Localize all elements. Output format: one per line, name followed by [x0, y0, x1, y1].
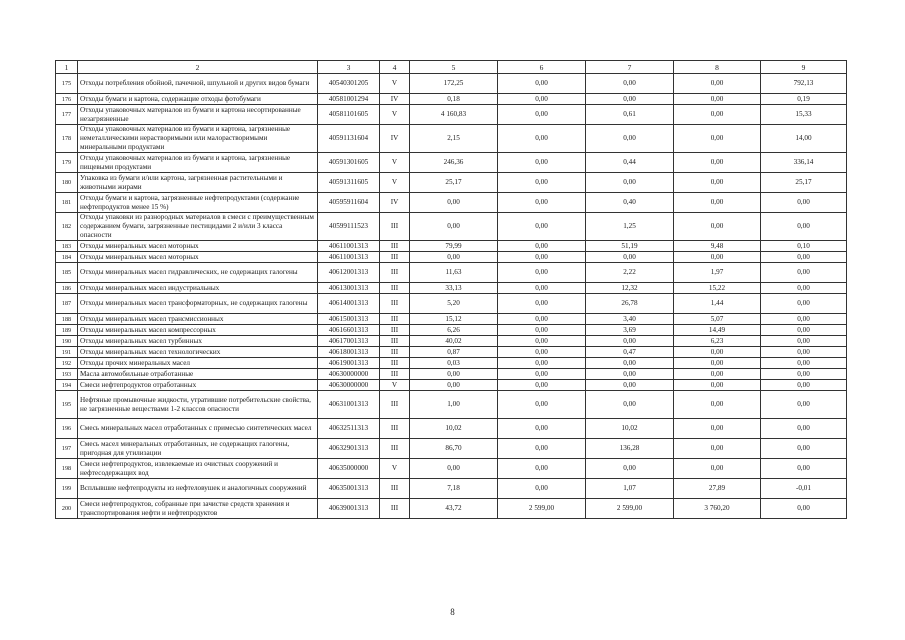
row-number: 185: [56, 263, 78, 283]
value-col-7: 0,00: [586, 125, 674, 153]
value-col-7: 0,00: [586, 369, 674, 380]
fkko-code: 40595911604: [318, 193, 380, 213]
table-row: [56, 419, 847, 439]
value-col-5: 0,18: [410, 94, 498, 105]
value-col-6: 0,00: [498, 369, 586, 380]
value-col-5: 15,12: [410, 314, 498, 325]
table-row: [56, 125, 847, 153]
fkko-code: 40617001313: [318, 336, 380, 347]
row-number: 181: [56, 193, 78, 213]
table-row: [56, 369, 847, 380]
row-number: 182: [56, 213, 78, 241]
value-col-9: 25,17: [761, 173, 847, 193]
waste-name: Отходы минеральных масел трансмиссионных: [78, 314, 318, 325]
value-col-6: 0,00: [498, 213, 586, 241]
row-number: 184: [56, 252, 78, 263]
value-col-9: 0,00: [761, 325, 847, 336]
table-row: [56, 358, 847, 369]
value-col-5: 33,13: [410, 283, 498, 294]
hazard-class: III: [380, 314, 410, 325]
value-col-6: 0,00: [498, 419, 586, 439]
fkko-code: 40581001294: [318, 94, 380, 105]
row-number: 192: [56, 358, 78, 369]
table-row: [56, 459, 847, 479]
value-col-9: 0,00: [761, 369, 847, 380]
value-col-8: 0,00: [674, 459, 761, 479]
fkko-code: 40631001313: [318, 391, 380, 419]
value-col-7: 136,28: [586, 439, 674, 459]
value-col-6: 0,00: [498, 173, 586, 193]
value-col-8: 0,00: [674, 380, 761, 391]
table-row: [56, 325, 847, 336]
row-number: 177: [56, 105, 78, 125]
table-row: [56, 153, 847, 173]
value-col-5: 0,00: [410, 380, 498, 391]
waste-name: Отходы упаковки из разнородных материалов в смеси с преимущественным содержанием бумаги, загрязненные пестицидами 2 и/или 3 класса опасности: [78, 213, 318, 241]
value-col-8: 1,44: [674, 294, 761, 314]
value-col-9: 0,00: [761, 294, 847, 314]
value-col-8: 5,07: [674, 314, 761, 325]
fkko-code: 40630000000: [318, 369, 380, 380]
value-col-5: 0,00: [410, 369, 498, 380]
waste-name: Смесь масел минеральных отработанных, не содержащих галогены, пригодная для утилизации: [78, 439, 318, 459]
value-col-9: 0,10: [761, 241, 847, 252]
hazard-class: III: [380, 419, 410, 439]
value-col-8: 0,00: [674, 358, 761, 369]
value-col-9: 336,14: [761, 153, 847, 173]
value-col-7: 0,00: [586, 459, 674, 479]
hazard-class: III: [380, 391, 410, 419]
value-col-9: 0,00: [761, 314, 847, 325]
value-col-5: 0,00: [410, 252, 498, 263]
fkko-code: 40613001313: [318, 283, 380, 294]
fkko-code: 40632901313: [318, 439, 380, 459]
table-row: [56, 499, 847, 519]
column-header: 4: [380, 61, 410, 74]
value-col-5: 6,26: [410, 325, 498, 336]
value-col-6: 0,00: [498, 252, 586, 263]
fkko-code: 40630000000: [318, 380, 380, 391]
column-header: 6: [498, 61, 586, 74]
waste-name: Отходы минеральных масел компрессорных: [78, 325, 318, 336]
value-col-5: 0,00: [410, 459, 498, 479]
value-col-7: 0,00: [586, 94, 674, 105]
table-row: [56, 380, 847, 391]
waste-name: Отходы потребления обойной, пачечной, шпульной и других видов бумаги: [78, 74, 318, 94]
hazard-class: III: [380, 325, 410, 336]
table-row: [56, 193, 847, 213]
fkko-code: 40540301205: [318, 74, 380, 94]
value-col-9: 0,00: [761, 347, 847, 358]
fkko-code: 40581101605: [318, 105, 380, 125]
table-row: [56, 439, 847, 459]
waste-name: Отходы минеральных масел турбинных: [78, 336, 318, 347]
value-col-8: 1,97: [674, 263, 761, 283]
hazard-class: V: [380, 380, 410, 391]
column-header: 8: [674, 61, 761, 74]
value-col-9: 0,00: [761, 213, 847, 241]
value-col-8: 0,00: [674, 153, 761, 173]
value-col-7: 3,40: [586, 314, 674, 325]
page-number: 8: [450, 607, 455, 617]
value-col-5: 86,70: [410, 439, 498, 459]
waste-name: Отходы минеральных масел технологических: [78, 347, 318, 358]
table-row: [56, 241, 847, 252]
value-col-7: 10,02: [586, 419, 674, 439]
value-col-5: 11,63: [410, 263, 498, 283]
fkko-code: 40614001313: [318, 294, 380, 314]
waste-name: Отходы бумаги и картона, содержащие отходы фотобумаги: [78, 94, 318, 105]
value-col-7: 2,22: [586, 263, 674, 283]
hazard-class: III: [380, 347, 410, 358]
hazard-class: V: [380, 74, 410, 94]
value-col-5: 1,00: [410, 391, 498, 419]
row-number: 180: [56, 173, 78, 193]
value-col-9: 0,00: [761, 336, 847, 347]
waste-name: Отходы бумаги и картона, загрязненные нефтепродуктами (содержание нефтепродуктов менее 15 %): [78, 193, 318, 213]
value-col-6: 0,00: [498, 358, 586, 369]
waste-name: Отходы минеральных масел индустриальных: [78, 283, 318, 294]
fkko-code: 40639001313: [318, 499, 380, 519]
value-col-7: 0,00: [586, 252, 674, 263]
value-col-8: 0,00: [674, 105, 761, 125]
hazard-class: III: [380, 369, 410, 380]
row-number: 200: [56, 499, 78, 519]
value-col-8: 0,00: [674, 173, 761, 193]
row-number: 199: [56, 479, 78, 499]
row-number: 197: [56, 439, 78, 459]
value-col-9: 0,00: [761, 419, 847, 439]
table-row: [56, 336, 847, 347]
value-col-6: 0,00: [498, 380, 586, 391]
value-col-5: 2,15: [410, 125, 498, 153]
value-col-5: 79,99: [410, 241, 498, 252]
table-row: [56, 391, 847, 419]
hazard-class: IV: [380, 94, 410, 105]
value-col-6: 0,00: [498, 325, 586, 336]
fkko-code: 40635000000: [318, 459, 380, 479]
table-row: [56, 479, 847, 499]
row-number: 195: [56, 391, 78, 419]
row-number: 178: [56, 125, 78, 153]
hazard-class: III: [380, 252, 410, 263]
table-header-row: [56, 61, 847, 74]
value-col-5: 0,03: [410, 358, 498, 369]
column-header: 3: [318, 61, 380, 74]
fkko-code: 40616601313: [318, 325, 380, 336]
value-col-6: 0,00: [498, 439, 586, 459]
fkko-code: 40632511313: [318, 419, 380, 439]
fkko-code: 40618001313: [318, 347, 380, 358]
value-col-9: 0,00: [761, 391, 847, 419]
table-row: [56, 213, 847, 241]
value-col-9: 0,00: [761, 439, 847, 459]
value-col-8: 6,23: [674, 336, 761, 347]
value-col-5: 0,87: [410, 347, 498, 358]
value-col-7: 3,69: [586, 325, 674, 336]
waste-name: Отходы упаковочных материалов из бумаги и картона, загрязненные пищевыми продуктами: [78, 153, 318, 173]
hazard-class: III: [380, 358, 410, 369]
value-col-7: 0,00: [586, 358, 674, 369]
value-col-5: 246,36: [410, 153, 498, 173]
value-col-8: 9,48: [674, 241, 761, 252]
value-col-7: 0,40: [586, 193, 674, 213]
value-col-8: 0,00: [674, 213, 761, 241]
value-col-5: 4 160,83: [410, 105, 498, 125]
row-number: 190: [56, 336, 78, 347]
fkko-code: 40611001313: [318, 252, 380, 263]
fkko-code: 40611001313: [318, 241, 380, 252]
column-header: 1: [56, 61, 78, 74]
fkko-code: 40635001313: [318, 479, 380, 499]
value-col-9: 0,00: [761, 263, 847, 283]
value-col-6: 0,00: [498, 459, 586, 479]
waste-name: Отходы минеральных масел гидравлических, не содержащих галогены: [78, 263, 318, 283]
row-number: 175: [56, 74, 78, 94]
hazard-class: III: [380, 499, 410, 519]
column-header: 5: [410, 61, 498, 74]
waste-name: Отходы упаковочных материалов из бумаги и картона, загрязненные неметаллическими нерастворимыми или малорастворимыми минеральными продуктами: [78, 125, 318, 153]
waste-name: Масла автомобильные отработанные: [78, 369, 318, 380]
value-col-7: 0,00: [586, 380, 674, 391]
value-col-5: 10,02: [410, 419, 498, 439]
waste-name: Смесь минеральных масел отработанных с примесью синтетических масел: [78, 419, 318, 439]
value-col-9: 14,00: [761, 125, 847, 153]
row-number: 187: [56, 294, 78, 314]
value-col-8: 0,00: [674, 419, 761, 439]
row-number: 186: [56, 283, 78, 294]
hazard-class: V: [380, 153, 410, 173]
fkko-code: 40591131604: [318, 125, 380, 153]
column-header: 9: [761, 61, 847, 74]
table-row: [56, 94, 847, 105]
row-number: 196: [56, 419, 78, 439]
waste-name: Смеси нефтепродуктов, извлекаемые из очистных сооружений и нефтесодержащих вод: [78, 459, 318, 479]
value-col-6: 0,00: [498, 241, 586, 252]
table-row: [56, 347, 847, 358]
value-col-8: 0,00: [674, 347, 761, 358]
value-col-9: 792,13: [761, 74, 847, 94]
hazard-class: V: [380, 105, 410, 125]
table-row: [56, 74, 847, 94]
value-col-9: 0,00: [761, 459, 847, 479]
waste-name: Отходы прочих минеральных масел: [78, 358, 318, 369]
value-col-5: 5,20: [410, 294, 498, 314]
value-col-8: 14,49: [674, 325, 761, 336]
row-number: 183: [56, 241, 78, 252]
waste-name: Нефтяные промывочные жидкости, утратившие потребительские свойства, не загрязненные веществами 1-2 классов опасности: [78, 391, 318, 419]
value-col-5: 25,17: [410, 173, 498, 193]
waste-name: Смеси нефтепродуктов отработанных: [78, 380, 318, 391]
column-header: 2: [78, 61, 318, 74]
waste-name: Отходы минеральных масел моторных: [78, 241, 318, 252]
value-col-7: 0,00: [586, 391, 674, 419]
table-row: [56, 252, 847, 263]
table-row: [56, 314, 847, 325]
value-col-6: 0,00: [498, 94, 586, 105]
value-col-7: 51,19: [586, 241, 674, 252]
value-col-7: 0,00: [586, 74, 674, 94]
value-col-6: 0,00: [498, 153, 586, 173]
value-col-9: 15,33: [761, 105, 847, 125]
value-col-8: 0,00: [674, 369, 761, 380]
value-col-6: 0,00: [498, 105, 586, 125]
value-col-5: 0,00: [410, 193, 498, 213]
value-col-9: -0,01: [761, 479, 847, 499]
value-col-5: 43,72: [410, 499, 498, 519]
value-col-5: 0,00: [410, 213, 498, 241]
value-col-9: 0,00: [761, 193, 847, 213]
value-col-6: 0,00: [498, 263, 586, 283]
value-col-6: 0,00: [498, 74, 586, 94]
value-col-9: 0,19: [761, 94, 847, 105]
row-number: 193: [56, 369, 78, 380]
waste-table: [55, 60, 847, 519]
table-row: [56, 263, 847, 283]
value-col-8: 0,00: [674, 125, 761, 153]
waste-name: Отходы минеральных масел моторных: [78, 252, 318, 263]
hazard-class: IV: [380, 193, 410, 213]
fkko-code: 40619001313: [318, 358, 380, 369]
hazard-class: III: [380, 283, 410, 294]
value-col-6: 0,00: [498, 479, 586, 499]
value-col-6: 2 599,00: [498, 499, 586, 519]
row-number: 189: [56, 325, 78, 336]
row-number: 191: [56, 347, 78, 358]
value-col-8: 0,00: [674, 74, 761, 94]
row-number: 194: [56, 380, 78, 391]
row-number: 188: [56, 314, 78, 325]
value-col-9: 0,00: [761, 283, 847, 294]
table-row: [56, 294, 847, 314]
value-col-6: 0,00: [498, 125, 586, 153]
value-col-7: 0,00: [586, 173, 674, 193]
value-col-6: 0,00: [498, 336, 586, 347]
fkko-code: 40615001313: [318, 314, 380, 325]
waste-name: Смеси нефтепродуктов, собранные при зачистке средств хранения и транспортирования нефти и нефтепродуктов: [78, 499, 318, 519]
fkko-code: 40591301605: [318, 153, 380, 173]
value-col-7: 0,44: [586, 153, 674, 173]
column-header: 7: [586, 61, 674, 74]
value-col-7: 0,61: [586, 105, 674, 125]
value-col-8: 0,00: [674, 391, 761, 419]
table-row: [56, 105, 847, 125]
hazard-class: III: [380, 241, 410, 252]
value-col-6: 0,00: [498, 283, 586, 294]
value-col-7: 2 599,00: [586, 499, 674, 519]
value-col-6: 0,00: [498, 314, 586, 325]
value-col-5: 40,02: [410, 336, 498, 347]
hazard-class: V: [380, 459, 410, 479]
row-number: 176: [56, 94, 78, 105]
fkko-code: 40599111523: [318, 213, 380, 241]
value-col-6: 0,00: [498, 347, 586, 358]
fkko-code: 40591311605: [318, 173, 380, 193]
waste-name: Отходы упаковочных материалов из бумаги и картона несортированные незагрязненные: [78, 105, 318, 125]
value-col-6: 0,00: [498, 193, 586, 213]
hazard-class: IV: [380, 125, 410, 153]
value-col-9: 0,00: [761, 252, 847, 263]
value-col-7: 1,07: [586, 479, 674, 499]
value-col-7: 12,32: [586, 283, 674, 294]
value-col-7: 0,00: [586, 336, 674, 347]
hazard-class: III: [380, 336, 410, 347]
table-row: [56, 173, 847, 193]
value-col-8: 3 760,20: [674, 499, 761, 519]
fkko-code: 40612001313: [318, 263, 380, 283]
row-number: 179: [56, 153, 78, 173]
waste-name: Всплывшие нефтепродукты из нефтеловушек и аналогичных сооружений: [78, 479, 318, 499]
value-col-5: 7,18: [410, 479, 498, 499]
value-col-5: 172,25: [410, 74, 498, 94]
hazard-class: III: [380, 294, 410, 314]
value-col-8: 0,00: [674, 439, 761, 459]
value-col-6: 0,00: [498, 391, 586, 419]
value-col-6: 0,00: [498, 294, 586, 314]
hazard-class: III: [380, 263, 410, 283]
value-col-7: 26,78: [586, 294, 674, 314]
value-col-8: 15,22: [674, 283, 761, 294]
hazard-class: III: [380, 479, 410, 499]
table-row: [56, 283, 847, 294]
row-number: 198: [56, 459, 78, 479]
value-col-9: 0,00: [761, 358, 847, 369]
value-col-9: 0,00: [761, 499, 847, 519]
value-col-8: 0,00: [674, 252, 761, 263]
hazard-class: III: [380, 439, 410, 459]
waste-name: Отходы минеральных масел трансформаторных, не содержащих галогены: [78, 294, 318, 314]
value-col-7: 1,25: [586, 213, 674, 241]
waste-name: Упаковка из бумаги и/или картона, загрязненная растительными и животными жирами: [78, 173, 318, 193]
value-col-8: 0,00: [674, 94, 761, 105]
hazard-class: V: [380, 173, 410, 193]
value-col-8: 27,89: [674, 479, 761, 499]
hazard-class: III: [380, 213, 410, 241]
value-col-7: 0,47: [586, 347, 674, 358]
value-col-9: 0,00: [761, 380, 847, 391]
value-col-8: 0,00: [674, 193, 761, 213]
